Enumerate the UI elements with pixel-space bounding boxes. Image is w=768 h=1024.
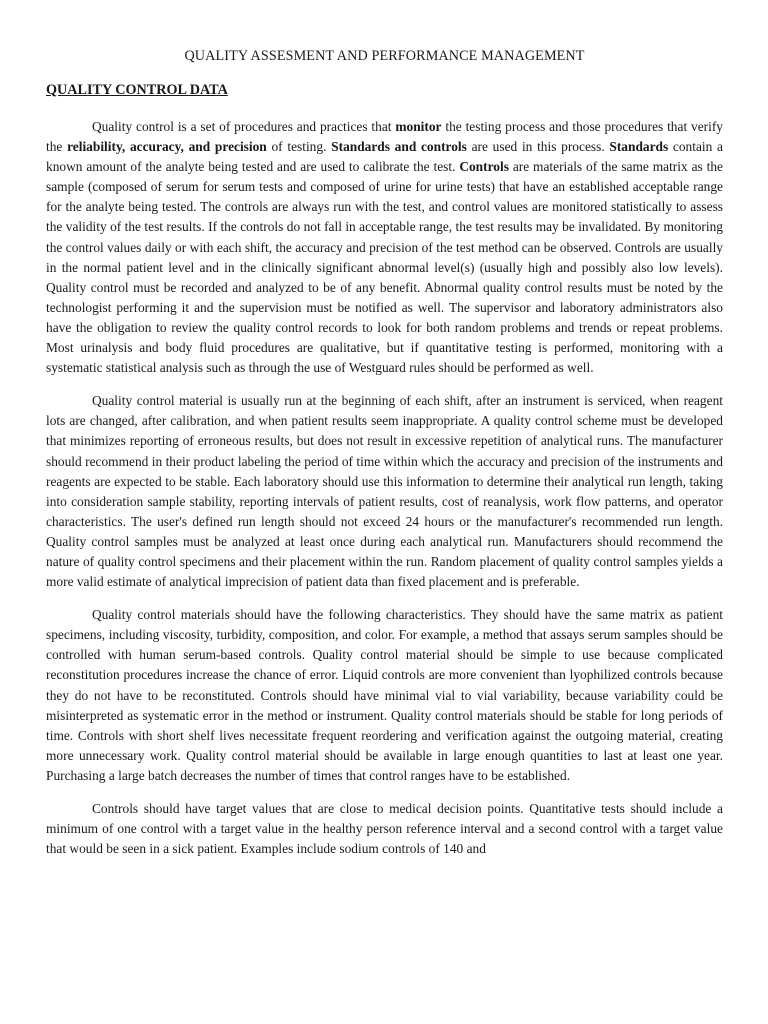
paragraph-1-text-4: are used in this process. (466, 139, 610, 155)
paragraph-1-bold-monitor: monitor (395, 119, 442, 134)
paragraph-1-bold-standards: Standards (609, 139, 669, 155)
document-title: QUALITY ASSESMENT AND PERFORMANCE MANAGEMENT (184, 48, 585, 64)
paragraph-4: Controls should have target values that are close to medical decision points. Quantitative tests should include a minimum of one control with a target value in the healthy person reference interval and a second control with a target value that would be seen in a sick patient. Examples include sodium controls of 140 and (46, 801, 723, 857)
paragraph-1-text-5: contain a known amount of the analyte being tested and are used to calibrate the test. (46, 139, 723, 175)
paragraph-1-text-3: of testing. (266, 139, 332, 155)
paragraph-1-bold-standards-controls: Standards and controls (331, 139, 467, 155)
paragraph-1-text-2: the testing process and those procedures that verify the (46, 119, 723, 155)
paragraph-2: Quality control material is usually run at the beginning of each shift, after an instrument is serviced, when reagent lots are changed, after calibration, and when patient results seem inappropriate. A quality control scheme must be developed that minimizes reporting of erroneous results, but does not result in excessive repetition of analytical runs. The manufacturer should recommend in their product labeling the period of time within which the accuracy and precision of the instruments and reagents are expected to be stable. Each laboratory should use this information to determine their analytical run length, taking into consideration sample stability, reporting intervals of patient results, cost of reanalysis, work flow patterns, and operator characteristics. The user's defined run length should not exceed 24 hours or the manufacturer's recommended run length. Quality control samples must be analyzed at least once during each analytical run. Manufacturers should recommend the nature of quality control specimens and their placement within the run. Random placement of quality control samples yields a more valid estimate of analytical imprecision of patient data than fixed placement and is preferable. (46, 393, 723, 590)
paragraph-3: Quality control materials should have the following characteristics. They should have the same matrix as patient specimens, including viscosity, turbidity, composition, and color. For example, a method that assays serum samples should be controlled with human serum-based controls. Quality control material should be simple to use because complicated reconstitution procedures increase the chance of error. Liquid controls are more convenient than lyophilized controls because they do not have to be reconstituted. Controls should have minimal vial to vial variability, because variability could be misinterpreted as systematic error in the method or instrument. Quality control materials should be stable for long periods of time. Controls with short shelf lives necessitate frequent reordering and verification against the outgoing material, creating more unnecessary work. Quality control material should be available in large enough quantities to last at least one year. Purchasing a large batch decreases the number of times that control ranges have to be established. (46, 607, 723, 783)
paragraph-1-bold-reliability: reliability, accuracy, and precision (67, 139, 267, 155)
paragraph-1-text-1: Quality control is a set of procedures and practices that (92, 119, 396, 134)
section-heading: QUALITY CONTROL DATA (46, 82, 228, 98)
document-page (46, 0, 723, 859)
paragraph-1-bold-controls: Controls (459, 159, 509, 175)
paragraph-1-text-6: are materials of the same matrix as the sample (composed of serum for serum tests and composed of urine for urine tests) that have an established acceptable range for the analyte being tested. The controls are always run with the test, and control values are monitored statistically to assess the validity of the test results. If the controls do not fall in acceptable range, the test results may be invalidated. By monitoring the control values daily or with each shift, the accuracy and precision of the test method can be observed. Controls are usually in the normal patient level and in the clinically significant abnormal level(s) (usually high and possibly also low levels). Quality control must be recorded and analyzed to be of any benefit. Abnormal quality control results must be noted by the technologist performing it and the supervision must be notified as well. The supervisor and laboratory administrators also have the obligation to review the quality control records to look for both random problems and trends or repeat problems. Most urinalysis and body fluid procedures are qualitative, but if quantitative testing is performed, monitoring with a systematic statistical analysis such as through the use of Westguard rules should be performed as well. (46, 159, 723, 376)
paragraph-1 (46, 117, 723, 378)
